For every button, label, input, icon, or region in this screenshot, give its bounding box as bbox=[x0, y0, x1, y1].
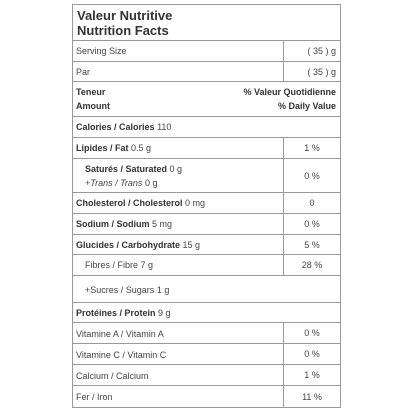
carbs-label: Glucides / Carbohydrate bbox=[76, 240, 181, 250]
vitamin-c-dv: 0 % bbox=[283, 344, 340, 364]
sugars-amount: 1 g bbox=[156, 285, 170, 295]
vitamin-a-row bbox=[73, 323, 340, 344]
sodium-label: Sodium / Sodium bbox=[76, 219, 150, 229]
calcium-label: Calcium / Calcium bbox=[76, 371, 149, 381]
saturated-trans-row bbox=[73, 159, 340, 193]
column-header-row bbox=[73, 82, 340, 117]
table-title bbox=[73, 5, 340, 41]
fibre-dv: 28 % bbox=[283, 255, 340, 275]
serving-size-value: ( 35 ) g bbox=[283, 41, 340, 61]
par-row bbox=[73, 62, 340, 82]
fibre-row bbox=[73, 255, 340, 276]
calories-row bbox=[73, 117, 340, 138]
protein-amount: 9 g bbox=[158, 308, 171, 318]
trans-label: +Trans / Trans bbox=[85, 178, 143, 188]
protein-row bbox=[73, 303, 340, 323]
cholesterol-amount: 0 mg bbox=[185, 198, 206, 208]
vitamin-a-label: Vitamine A / Vitamin A bbox=[76, 329, 164, 339]
fat-amount: 0.5 g bbox=[131, 143, 152, 153]
vitamin-c-row bbox=[73, 344, 340, 365]
trans-dv: 0 % bbox=[283, 159, 340, 192]
serving-size-label: Serving Size bbox=[76, 46, 127, 56]
trans-amount: 0 g bbox=[144, 178, 158, 188]
sugars-row bbox=[73, 276, 340, 303]
iron-row bbox=[73, 386, 340, 407]
saturated-amount: 0 g bbox=[169, 164, 183, 174]
header-left-fr: Teneur bbox=[76, 87, 106, 97]
fibre-label: Fibres / Fibre bbox=[85, 260, 139, 270]
title-en: Nutrition Facts bbox=[77, 23, 169, 38]
header-right-en: % Daily Value bbox=[277, 101, 336, 111]
vitamin-c-label: Vitamine C / Vitamin C bbox=[76, 350, 167, 360]
fat-dv: 1 % bbox=[283, 138, 340, 158]
calories-label: Calories / Calories bbox=[76, 122, 155, 132]
nutrition-facts-table bbox=[72, 4, 341, 408]
header-right-fr: % Valeur Quotidienne bbox=[243, 87, 336, 97]
calcium-dv: 1 % bbox=[283, 365, 340, 385]
sodium-dv: 0 % bbox=[283, 214, 340, 234]
cholesterol-row bbox=[73, 193, 340, 214]
fat-row bbox=[73, 138, 340, 159]
carbohydrate-row bbox=[73, 235, 340, 255]
sodium-amount: 5 mg bbox=[152, 219, 173, 229]
par-label: Par bbox=[76, 67, 91, 77]
saturated-label: Saturés / Saturated bbox=[85, 164, 168, 174]
cholesterol-dv: 0 bbox=[283, 193, 340, 213]
fat-label: Lipides / Fat bbox=[76, 143, 129, 153]
calories-amount: 110 bbox=[157, 122, 172, 132]
calcium-row bbox=[73, 365, 340, 386]
title-fr: Valeur Nutritive bbox=[77, 8, 173, 23]
iron-dv: 11 % bbox=[283, 386, 340, 407]
carbs-amount: 15 g bbox=[182, 240, 201, 250]
fibre-amount: 7 g bbox=[140, 260, 154, 270]
protein-label: Protéines / Protein bbox=[76, 308, 156, 318]
par-value: ( 35 ) g bbox=[283, 62, 340, 81]
header-left-en: Amount bbox=[76, 101, 110, 111]
sodium-row bbox=[73, 214, 340, 235]
iron-label: Fer / Iron bbox=[76, 392, 113, 402]
sugars-label: +Sucres / Sugars bbox=[85, 285, 155, 295]
serving-size-row bbox=[73, 41, 340, 62]
carbs-dv: 5 % bbox=[283, 235, 340, 254]
cholesterol-label: Cholesterol / Cholesterol bbox=[76, 198, 183, 208]
vitamin-a-dv: 0 % bbox=[283, 323, 340, 343]
